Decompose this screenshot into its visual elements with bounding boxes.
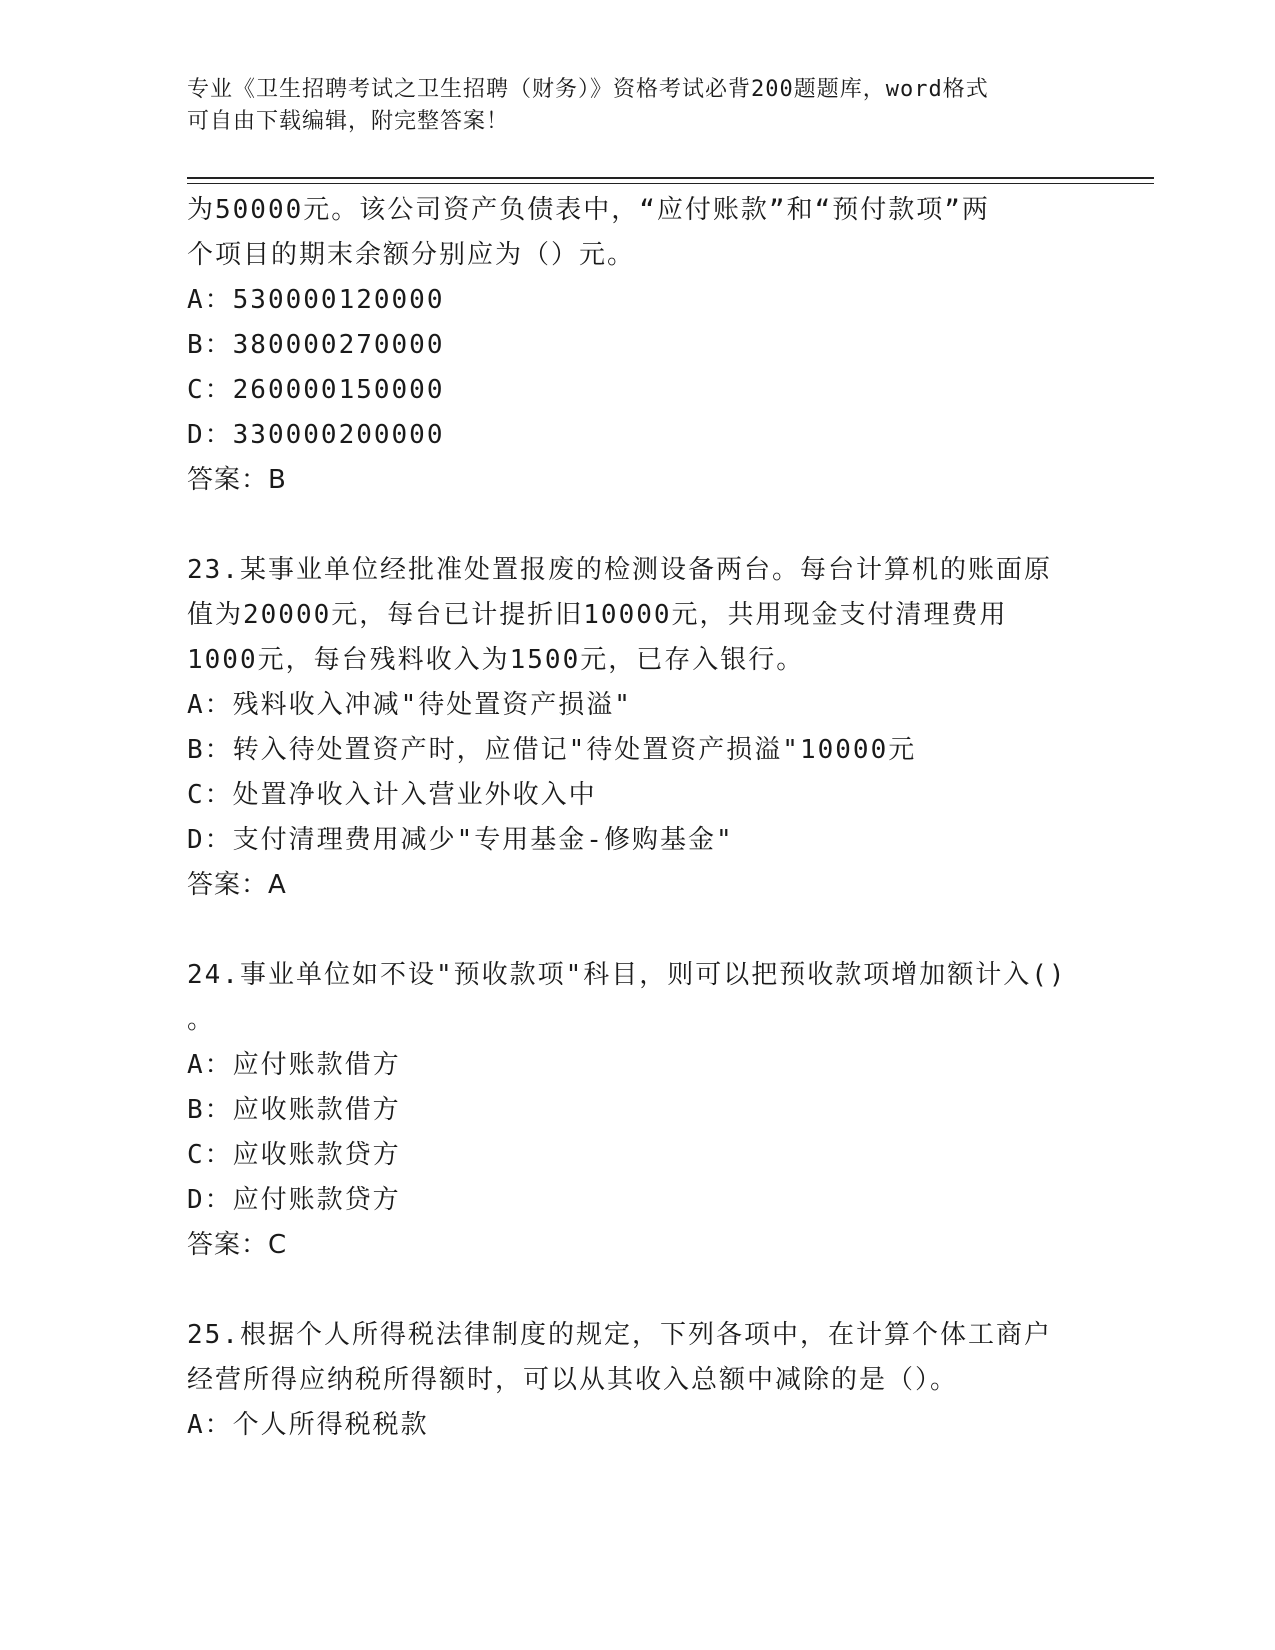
header-divider-thick (187, 177, 1154, 179)
question-text-line: 值为20000元，每台已计提折旧10000元，共用现金支付清理费用 (187, 600, 1008, 630)
question-text-line: 个项目的期末余额分别应为（）元。 (187, 240, 636, 270)
option-c: C：处置净收入计入营业外收入中 (187, 780, 597, 810)
option-d: D：支付清理费用减少"专用基金-修购基金" (187, 825, 734, 855)
answer-line: 答案：B (187, 465, 287, 495)
option-b: B：应收账款借方 (187, 1095, 401, 1125)
spacer (187, 908, 1087, 953)
option-a: A：个人所得税税款 (187, 1410, 429, 1440)
option-a: A：530000120000 (187, 285, 445, 315)
question-22 (187, 188, 1087, 503)
document-header (187, 74, 1067, 138)
question-text-line: 23.某事业单位经批准处置报废的检测设备两台。每台计算机的账面原 (187, 555, 1052, 585)
question-24 (187, 953, 1087, 1268)
option-c: C：应收账款贷方 (187, 1140, 401, 1170)
option-a: A：应付账款借方 (187, 1050, 401, 1080)
question-25 (187, 1313, 1087, 1448)
answer-line: 答案：A (187, 870, 287, 900)
spacer (187, 1268, 1087, 1313)
question-text-line: 经营所得应纳税所得额时，可以从其收入总额中减除的是（）。 (187, 1365, 959, 1395)
question-23 (187, 548, 1087, 908)
option-a: A：残料收入冲减"待处置资产损溢" (187, 690, 632, 720)
header-title-line-2: 可自由下载编辑，附完整答案！ (187, 109, 510, 134)
header-divider-thin (187, 183, 1154, 184)
question-text-line: 1000元，每台残料收入为1500元，已存入银行。 (187, 645, 805, 675)
option-b: B：380000270000 (187, 330, 445, 360)
option-c: C：260000150000 (187, 375, 445, 405)
option-d: D：应付账款贷方 (187, 1185, 401, 1215)
spacer (187, 503, 1087, 548)
answer-line: 答案：C (187, 1230, 288, 1260)
question-text-line: 25.根据个人所得税法律制度的规定，下列各项中，在计算个体工商户 (187, 1320, 1052, 1350)
question-text-line: 为50000元。该公司资产负债表中，“应付账款”和“预付款项”两 (187, 195, 990, 225)
option-d: D：330000200000 (187, 420, 445, 450)
document-body (187, 188, 1087, 1448)
option-b: B：转入待处置资产时，应借记"待处置资产损溢"10000元 (187, 735, 917, 765)
question-text-line: 24.事业单位如不设"预收款项"科目，则可以把预收款项增加额计入() (187, 960, 1067, 990)
header-title-line-1: 专业《卫生招聘考试之卫生招聘（财务）》资格考试必背200题题库，word格式 (187, 77, 989, 102)
question-text-line: 。 (187, 1005, 216, 1035)
